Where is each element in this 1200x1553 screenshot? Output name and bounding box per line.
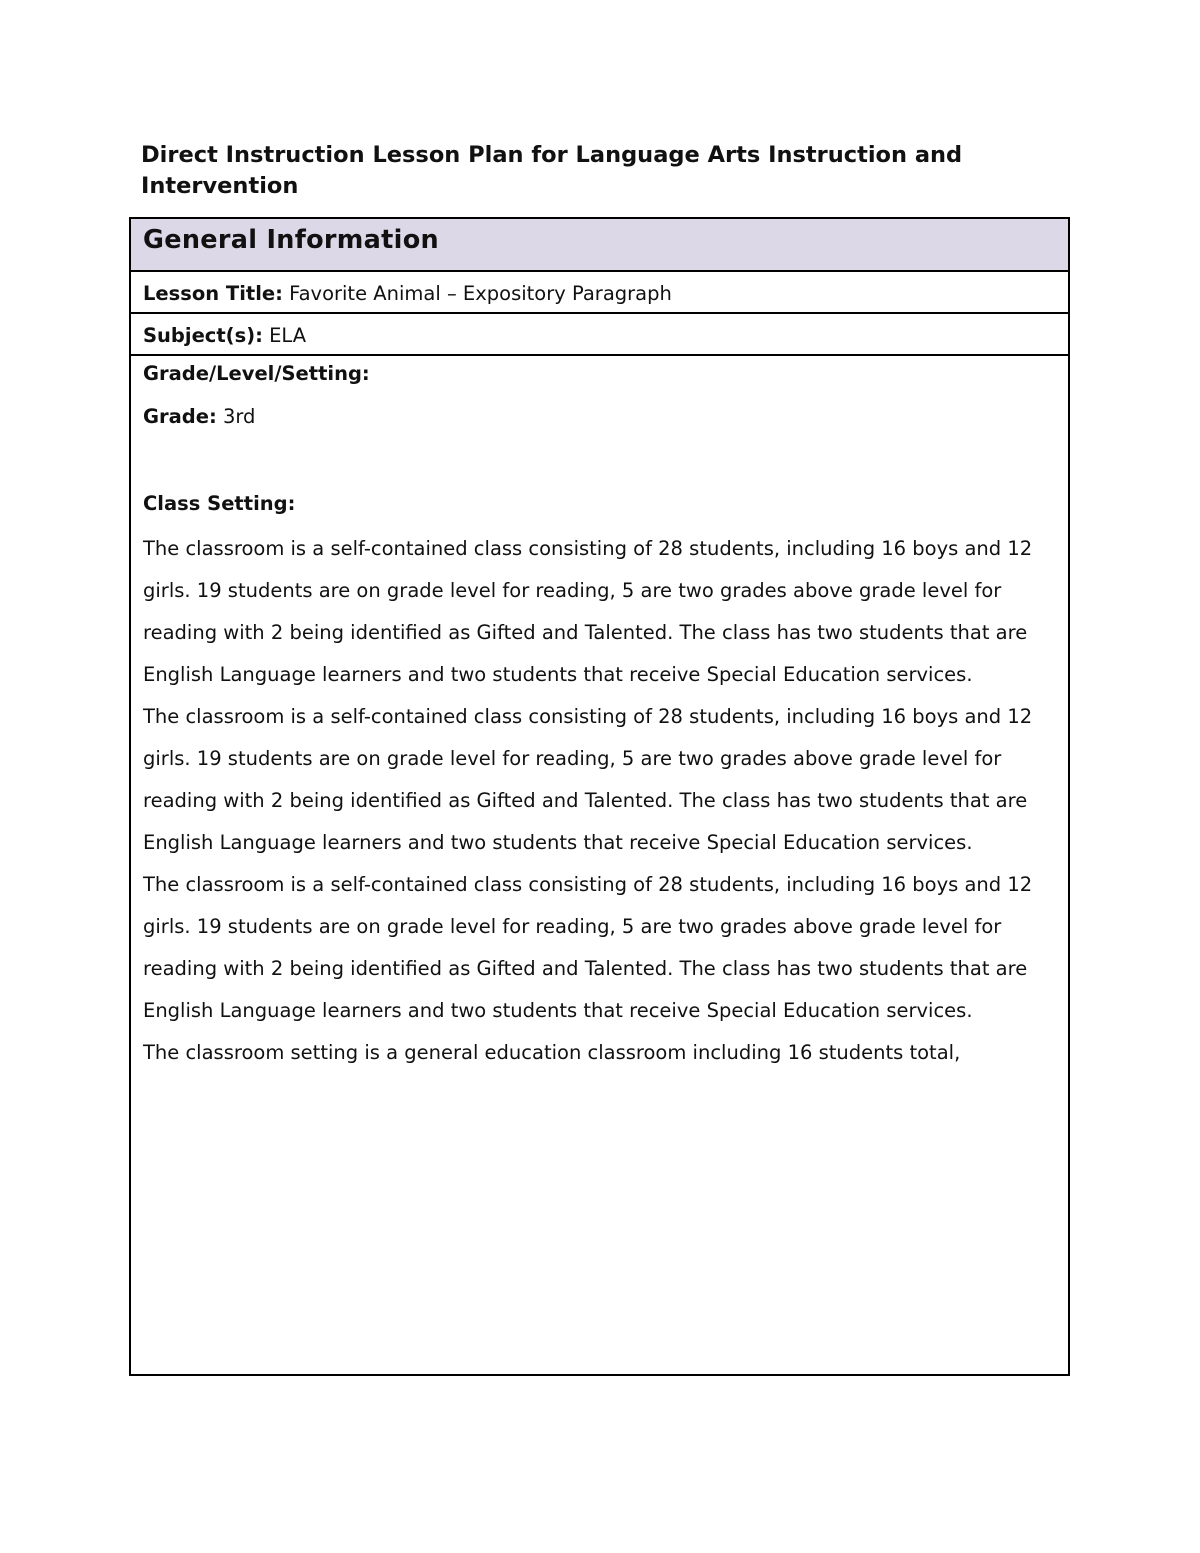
- subjects-value: ELA: [262, 324, 307, 347]
- class-setting-paragraph: English Language learners and two students that receive Special Education services.: [143, 831, 973, 854]
- general-information-heading: General Information: [143, 225, 439, 255]
- class-setting-paragraph: The classroom is a self-contained class consisting of 28 students, including 16 boys and 12: [143, 873, 1033, 896]
- class-setting-paragraph: reading with 2 being identified as Gifted and Talented. The class has two students that are: [143, 621, 1028, 644]
- subjects-row: [131, 312, 1068, 354]
- class-setting-paragraph: girls. 19 students are on grade level for reading, 5 are two grades above grade level for: [143, 579, 1002, 602]
- grade-line: [143, 404, 1056, 430]
- class-setting-paragraph: The classroom setting is a general education classroom including 16 students total,: [143, 1041, 961, 1064]
- class-setting-paragraph: girls. 19 students are on grade level for reading, 5 are two grades above grade level for: [143, 915, 1002, 938]
- class-setting-paragraph: girls. 19 students are on grade level for reading, 5 are two grades above grade level for: [143, 747, 1002, 770]
- lesson-title-row: [131, 270, 1068, 312]
- class-setting-paragraph: English Language learners and two students that receive Special Education services.: [143, 999, 973, 1022]
- class-setting-paragraph: reading with 2 being identified as Gifted and Talented. The class has two students that are: [143, 789, 1028, 812]
- grade-label: Grade:: [143, 405, 217, 428]
- class-setting-text: [143, 536, 1056, 1066]
- document-title: Direct Instruction Lesson Plan for Language Arts Instruction and Intervention: [141, 142, 963, 199]
- class-setting-paragraph: The classroom is a self-contained class consisting of 28 students, including 16 boys and 12: [143, 537, 1033, 560]
- lesson-title-value: Favorite Animal – Expository Paragraph: [282, 282, 672, 305]
- class-setting-paragraph: The classroom is a self-contained class consisting of 28 students, including 16 boys and 12: [143, 705, 1033, 728]
- general-information-table: [129, 217, 1070, 1376]
- class-setting-paragraph: reading with 2 being identified as Gifted and Talented. The class has two students that are: [143, 957, 1028, 980]
- subjects-label: Subject(s):: [143, 324, 263, 347]
- grade-level-setting-label: Grade/Level/Setting:: [143, 362, 370, 385]
- class-setting-label: Class Setting:: [143, 492, 296, 515]
- grade-value: 3rd: [216, 405, 256, 428]
- class-setting-paragraph: English Language learners and two students that receive Special Education services.: [143, 663, 973, 686]
- lesson-title-label: Lesson Title:: [143, 282, 283, 305]
- grade-level-setting-row: [131, 354, 1068, 1374]
- general-information-header-row: [131, 219, 1068, 270]
